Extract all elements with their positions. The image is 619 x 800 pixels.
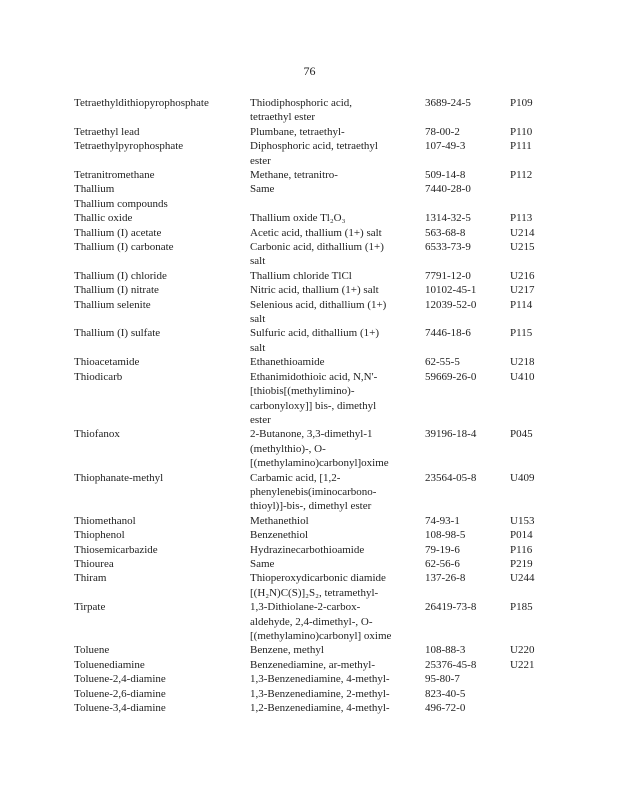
waste-code: P110 (510, 125, 533, 138)
waste-code: U221 (510, 658, 535, 671)
cas-number: 6533-73-9 (425, 241, 471, 254)
synonym-line: Acetic acid, thallium (1+) salt (250, 226, 382, 239)
synonym-line: Thioperoxydicarbonic diamide (250, 572, 386, 585)
chemical-name: Tetraethyldithiopyrophosphate (74, 97, 209, 109)
synonym-line: salt (250, 313, 266, 326)
chemical-name: Toluene-2,4-diamine (74, 673, 166, 686)
chemical-name: Tetranitromethane (74, 169, 155, 182)
cas-number: 95-80-7 (425, 673, 460, 686)
synonym-line: Methanethiol (250, 514, 309, 527)
synonym-line: Benzenediamine, ar-methyl- (250, 658, 376, 671)
chemical-name: Thiosemicarbazide (74, 543, 158, 556)
synonym-line: ester (250, 154, 271, 167)
waste-code: U244 (510, 572, 535, 585)
synonym-line: [(H₂N)C(S)]₂S₂, tetramethyl- (250, 586, 379, 599)
synonym (250, 96, 420, 125)
cas-number: 62-56-6 (425, 557, 460, 570)
synonym (250, 643, 420, 657)
chemical-name: Thallium compounds (74, 197, 168, 210)
synonym-line: phenylenebis(iminocarbono- (250, 485, 377, 498)
table-row (74, 687, 554, 701)
synonym (250, 600, 420, 643)
synonym-line: Thiodiphosphoric acid, (250, 97, 353, 109)
synonym-line: ester (250, 413, 271, 426)
table-row (74, 168, 554, 182)
cas-number: 39196-18-4 (425, 428, 477, 441)
synonym (250, 658, 420, 672)
synonym-line: Methane, tetranitro- (250, 169, 338, 182)
synonym (250, 514, 420, 528)
synonym-line: tetraethyl ester (250, 111, 316, 124)
synonym-line: Ethanethioamide (250, 356, 325, 369)
table-row (74, 600, 554, 643)
cas-number: 1314-32-5 (425, 212, 471, 225)
table-row (74, 528, 554, 542)
synonym (250, 471, 420, 514)
cas-number: 26419-73-8 (425, 601, 477, 614)
waste-code: U216 (510, 269, 535, 282)
synonym (250, 182, 420, 196)
chemical-name: Thiomethanol (74, 514, 136, 527)
table-row (74, 269, 554, 283)
cas-number: 7446-18-6 (425, 327, 471, 340)
chemical-name: Thallium (I) acetate (74, 226, 162, 239)
synonym (250, 687, 420, 701)
chemical-name: Thallium (74, 183, 115, 196)
chemical-name: Thallium selenite (74, 298, 151, 311)
chemical-name: Thioacetamide (74, 356, 140, 369)
waste-code: P115 (510, 327, 533, 340)
chemical-name: Toluene-3,4-diamine (74, 702, 166, 715)
table-row (74, 471, 554, 514)
table-row (74, 283, 554, 297)
synonym (250, 139, 420, 168)
synonym (250, 197, 420, 211)
synonym-line: salt (250, 255, 266, 268)
synonym-line: Hydrazinecarbothioamide (250, 543, 365, 556)
synonym-line: (methylthio)-, O- (250, 442, 326, 455)
chemical-name: Thiofanox (74, 428, 120, 441)
synonym (250, 125, 420, 139)
synonym-line: carbonyloxy]] bis-, dimethyl (250, 399, 377, 412)
synonym-line: Thallium chloride TlCl (250, 269, 352, 282)
chemical-name: Thallium (I) chloride (74, 269, 167, 282)
chemical-name: Thallium (I) nitrate (74, 284, 159, 297)
waste-code: P014 (510, 529, 533, 542)
waste-code: P109 (510, 97, 533, 109)
cas-number: 108-98-5 (425, 529, 466, 542)
table-row (74, 96, 554, 125)
chemical-name: Thiourea (74, 557, 114, 570)
table-row (74, 240, 554, 269)
table-row (74, 370, 554, 428)
synonym (250, 571, 420, 600)
cas-number: 107-49-3 (425, 140, 466, 153)
synonym (250, 226, 420, 240)
waste-code: P185 (510, 601, 533, 614)
synonym-line: salt (250, 341, 266, 354)
synonym-line: 1,3-Benzenediamine, 2-methyl- (250, 687, 390, 700)
synonym-line: Benzenethiol (250, 529, 309, 542)
table-row (74, 701, 554, 715)
table-row (74, 658, 554, 672)
chemical-name: Thiophenol (74, 529, 125, 542)
table-row (74, 427, 554, 470)
table-row (74, 298, 554, 327)
synonym-line: 1,3-Dithiolane-2-carbox- (250, 601, 361, 614)
cas-number: 7791-12-0 (425, 269, 471, 282)
synonym-line: aldehyde, 2,4-dimethyl-, O- (250, 615, 373, 628)
chemical-name: Tirpate (74, 601, 106, 614)
synonym (250, 211, 420, 225)
synonym-line: Carbamic acid, [1,2- (250, 471, 341, 484)
table-row (74, 514, 554, 528)
synonym (250, 298, 420, 327)
cas-number: 62-55-5 (425, 356, 460, 369)
table-row (74, 139, 554, 168)
synonym-line: [(methylamino)carbonyl]oxime (250, 457, 389, 470)
chemical-name: Thiram (74, 572, 107, 585)
cas-number: 23564-05-8 (425, 471, 477, 484)
synonym-line: Ethanimidothioic acid, N,N'- (250, 370, 378, 383)
synonym-line: Same (250, 557, 275, 570)
waste-code: U410 (510, 370, 535, 383)
synonym-line: 1,2-Benzenediamine, 4-methyl- (250, 702, 390, 715)
synonym (250, 269, 420, 283)
waste-code: U215 (510, 241, 535, 254)
cas-number: 563-68-8 (425, 226, 466, 239)
synonym-line: thioyl)]-bis-, dimethyl ester (250, 500, 372, 513)
waste-code: P045 (510, 428, 533, 441)
waste-code: P111 (510, 140, 532, 153)
waste-code: U217 (510, 284, 535, 297)
cas-number: 78-00-2 (425, 125, 460, 138)
cas-number: 496-72-0 (425, 702, 466, 715)
synonym-line: Carbonic acid, dithallium (1+) (250, 241, 384, 254)
cas-number: 108-88-3 (425, 644, 466, 657)
synonym-line: Benzene, methyl (250, 644, 324, 657)
cas-number: 25376-45-8 (425, 658, 477, 671)
synonym (250, 557, 420, 571)
synonym-line: 1,3-Benzenediamine, 4-methyl- (250, 673, 390, 686)
chemical-name: Toluene-2,6-diamine (74, 687, 166, 700)
synonym (250, 427, 420, 470)
cas-number: 137-26-8 (425, 572, 466, 585)
table-row (74, 226, 554, 240)
synonym (250, 672, 420, 686)
synonym (250, 543, 420, 557)
synonym (250, 370, 420, 428)
synonym (250, 355, 420, 369)
waste-code: P114 (510, 298, 533, 311)
synonym-line: Selenious acid, dithallium (1+) (250, 298, 387, 311)
table-row (74, 355, 554, 369)
cas-number: 823-40-5 (425, 687, 466, 700)
waste-code: U214 (510, 226, 535, 239)
table-row (74, 182, 554, 196)
chemical-name: Thiophanate-methyl (74, 471, 164, 484)
chemical-name: Toluene (74, 644, 110, 657)
chemical-name: Thallium (I) carbonate (74, 241, 174, 254)
cas-number: 509-14-8 (425, 169, 466, 182)
chemical-table (74, 96, 554, 715)
synonym (250, 168, 420, 182)
table-row (74, 211, 554, 225)
cas-number: 59669-26-0 (425, 370, 477, 383)
chemical-name: Toluenediamine (74, 658, 145, 671)
synonym-line: Plumbane, tetraethyl- (250, 125, 345, 138)
synonym-line: Sulfuric acid, dithallium (1+) (250, 327, 380, 340)
synonym-line: Thallium oxide Tl₂O₃ (250, 212, 346, 225)
table-row (74, 672, 554, 686)
synonym (250, 701, 420, 715)
table-row (74, 543, 554, 557)
page-number: 76 (303, 64, 316, 78)
table-row (74, 557, 554, 571)
waste-code: U220 (510, 644, 535, 657)
synonym-line: Diphosphoric acid, tetraethyl (250, 140, 378, 153)
synonym (250, 283, 420, 297)
chemical-name: Thallium (I) sulfate (74, 327, 161, 340)
synonym-line: Nitric acid, thallium (1+) salt (250, 284, 379, 297)
table-row (74, 571, 554, 600)
waste-code: U409 (510, 471, 535, 484)
waste-code: P219 (510, 557, 533, 570)
cas-number: 74-93-1 (425, 514, 460, 527)
waste-code: P113 (510, 212, 533, 225)
chemical-name: Thiodicarb (74, 370, 123, 383)
cas-number: 12039-52-0 (425, 298, 477, 311)
synonym-line: 2-Butanone, 3,3-dimethyl-1 (250, 428, 373, 441)
synonym-line: [(methylamino)carbonyl] oxime (250, 630, 392, 643)
cas-number: 10102-45-1 (425, 284, 477, 297)
waste-code: U153 (510, 514, 535, 527)
table-row (74, 197, 554, 211)
chemical-name: Thallic oxide (74, 212, 133, 225)
synonym (250, 528, 420, 542)
chemical-name: Tetraethyl lead (74, 125, 140, 138)
waste-code: P116 (510, 543, 533, 556)
table-row (74, 125, 554, 139)
synonym-line: Same (250, 183, 275, 196)
synonym (250, 240, 420, 269)
table-row (74, 643, 554, 657)
waste-code: U218 (510, 356, 535, 369)
synonym (250, 326, 420, 355)
waste-code: P112 (510, 169, 533, 182)
cas-number: 3689-24-5 (425, 97, 471, 109)
cas-number: 79-19-6 (425, 543, 460, 556)
cas-number: 7440-28-0 (425, 183, 471, 196)
chemical-name: Tetraethylpyrophosphate (74, 140, 184, 153)
synonym-line: [thiobis[(methylimino)- (250, 385, 355, 398)
table-row (74, 326, 554, 355)
